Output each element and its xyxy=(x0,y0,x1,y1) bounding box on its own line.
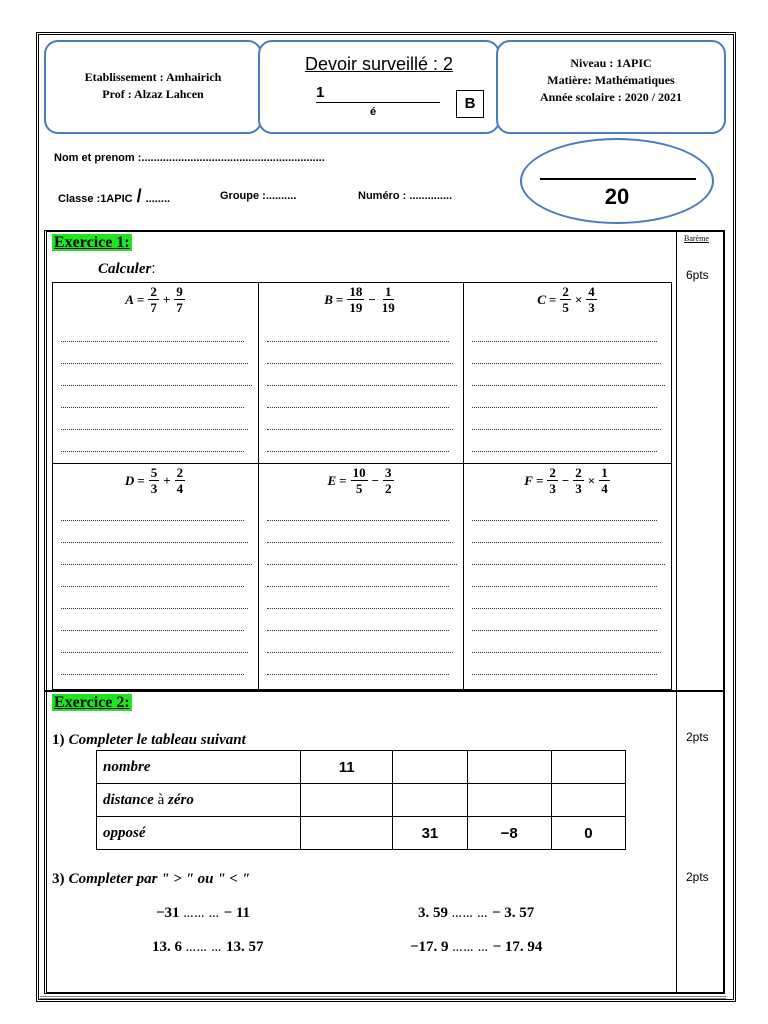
row-label-distance: distance à zéro xyxy=(97,784,301,817)
expr-a: A = $\frac{2}{7}$ + $\frac{9}{7}$ xyxy=(125,284,183,315)
answer-line[interactable] xyxy=(472,385,665,386)
answer-line[interactable] xyxy=(472,407,657,408)
op-c1: × xyxy=(574,291,583,307)
answer-line[interactable] xyxy=(267,385,457,386)
score-ellipse xyxy=(520,138,714,224)
teacher-label: Prof : Alzaz Lahcen xyxy=(102,87,204,101)
distance-table xyxy=(96,750,626,850)
comparison-1[interactable]: −31 …… … − 11 xyxy=(156,905,251,921)
bareme-ex2-q3: 2pts xyxy=(686,870,709,884)
answer-line[interactable] xyxy=(61,341,244,342)
answer-line[interactable] xyxy=(267,564,457,565)
frac-d1: $\frac{5}{3}$ xyxy=(150,465,158,496)
table-cell[interactable] xyxy=(393,751,467,784)
table-cell[interactable]: 11 xyxy=(301,751,393,784)
answer-line[interactable] xyxy=(472,630,657,631)
table-row xyxy=(97,817,626,850)
answer-line[interactable] xyxy=(472,341,657,342)
answer-line[interactable] xyxy=(472,429,661,430)
expr-c: C = $\frac{2}{5}$ × $\frac{4}{3}$ xyxy=(537,284,595,315)
op-a1: + xyxy=(162,291,171,307)
expr-f: F = $\frac{2}{3}$ − $\frac{2}{3}$ × $\frac{1}{4}$ xyxy=(524,465,608,496)
score-max: 20 xyxy=(604,184,630,209)
frac-b2: $\frac{1}{19}$ xyxy=(381,284,395,315)
table-cell[interactable]: 0 xyxy=(551,817,625,850)
class-label: Classe :1APIC xyxy=(58,193,133,205)
q3-text: Completer par " > " ou " < " xyxy=(68,871,250,887)
frac-b1: $\frac{18}{19}$ xyxy=(349,284,363,315)
table-cell[interactable] xyxy=(467,784,551,817)
answer-line[interactable] xyxy=(61,564,252,565)
answer-line[interactable] xyxy=(61,652,248,653)
op-d1: + xyxy=(163,472,171,488)
answer-line[interactable] xyxy=(472,674,657,675)
exercise-separator xyxy=(44,690,723,692)
exercise2-title xyxy=(52,694,132,712)
bareme-header: Barème xyxy=(684,234,709,243)
answer-line[interactable] xyxy=(472,451,657,452)
answer-line[interactable] xyxy=(61,608,248,609)
answer-line[interactable] xyxy=(267,608,453,609)
answer-line[interactable] xyxy=(61,385,252,386)
frac-c1: $\frac{2}{5}$ xyxy=(562,284,569,315)
var-c: C xyxy=(537,291,546,307)
exercise1-grid xyxy=(52,282,672,690)
var-f: F xyxy=(524,472,533,488)
q3-number: 3) xyxy=(52,871,65,887)
answer-line[interactable] xyxy=(267,586,449,587)
cell-b xyxy=(259,283,463,463)
semester-line xyxy=(316,102,440,103)
op-f1: − xyxy=(561,472,570,488)
cell-c xyxy=(464,283,671,463)
exercise1-title xyxy=(52,234,132,252)
op-f2: × xyxy=(587,472,596,488)
answer-line[interactable] xyxy=(267,674,449,675)
title-box xyxy=(258,40,500,134)
answer-line[interactable] xyxy=(267,520,449,521)
level-box xyxy=(496,40,726,134)
level-label: Niveau : 1APIC xyxy=(570,56,652,70)
cell-d xyxy=(53,464,258,689)
table-cell[interactable] xyxy=(551,784,625,817)
school-label: Etablissement : Amhairich xyxy=(84,70,222,84)
answer-line[interactable] xyxy=(267,451,449,452)
answer-line[interactable] xyxy=(61,520,244,521)
op-b1: − xyxy=(368,291,376,307)
answer-line[interactable] xyxy=(472,363,661,364)
answer-line[interactable] xyxy=(472,542,661,543)
expr-d: D = $\frac{5}{3}$ + $\frac{2}{4}$ xyxy=(124,465,184,496)
var-b: B xyxy=(324,291,333,307)
row-label-nombre: nombre xyxy=(97,751,301,784)
school-box xyxy=(44,40,262,134)
comparison-4[interactable]: −17. 9 …… … − 17. 94 xyxy=(410,939,543,955)
frac-c2: $\frac{4}{3}$ xyxy=(588,284,595,315)
expr-b: B = $\frac{18}{19}$ − $\frac{1}{19}$ xyxy=(324,284,395,315)
frac-a2: $\frac{9}{7}$ xyxy=(176,284,183,315)
bareme-ex2-q1: 2pts xyxy=(686,730,709,744)
question-3 xyxy=(52,870,250,888)
answer-line[interactable] xyxy=(267,341,449,342)
answer-line[interactable] xyxy=(61,407,244,408)
table-cell[interactable] xyxy=(301,817,393,850)
answer-line[interactable] xyxy=(61,542,248,543)
version-badge: B xyxy=(456,90,484,118)
question-1 xyxy=(52,731,246,749)
bareme-ex1: 6pts xyxy=(686,268,709,282)
bottom-rule xyxy=(40,996,726,999)
frac-e1: $\frac{10}{5}$ xyxy=(352,465,366,496)
answer-line[interactable] xyxy=(61,429,248,430)
answer-line[interactable] xyxy=(267,630,449,631)
var-d: D xyxy=(124,472,135,488)
answer-line[interactable] xyxy=(472,608,661,609)
table-row xyxy=(97,784,626,817)
answer-line[interactable] xyxy=(61,451,244,452)
row-label-oppose: opposé xyxy=(97,817,301,850)
answer-line[interactable] xyxy=(472,652,661,653)
var-e: E xyxy=(327,472,337,488)
table-cell[interactable] xyxy=(467,751,551,784)
semester-number: 1 xyxy=(316,84,325,101)
answer-line[interactable] xyxy=(267,407,449,408)
group-field[interactable]: Groupe :.......... xyxy=(220,190,297,202)
exam-title: Devoir surveillé : 2 xyxy=(304,54,454,74)
name-field[interactable]: Nom et prenom :............................................................ xyxy=(54,152,325,164)
frac-e2: $\frac{3}{2}$ xyxy=(385,465,392,496)
number-field[interactable]: Numéro : .............. xyxy=(358,190,453,202)
answer-line[interactable] xyxy=(472,586,657,587)
bareme-divider xyxy=(676,230,677,992)
class-dots: ........ xyxy=(145,193,171,205)
instruction-colon: : xyxy=(151,260,156,277)
frac-d2: $\frac{2}{4}$ xyxy=(176,465,184,496)
class-field[interactable] xyxy=(58,186,170,207)
comparison-3[interactable]: 13. 6 …… … 13. 57 xyxy=(152,939,264,955)
instruction-text: Calculer xyxy=(98,261,152,277)
answer-line[interactable] xyxy=(472,564,665,565)
class-slash: / xyxy=(136,186,142,206)
table-cell[interactable]: −8 xyxy=(467,817,551,850)
table-cell[interactable] xyxy=(393,784,467,817)
answer-line[interactable] xyxy=(61,363,248,364)
answer-line[interactable] xyxy=(61,586,244,587)
cell-f xyxy=(464,464,671,689)
answer-line[interactable] xyxy=(61,674,244,675)
exercise2-label: Exercice 2: xyxy=(54,694,130,711)
table-cell[interactable] xyxy=(301,784,393,817)
score-line xyxy=(540,178,696,180)
table-row xyxy=(97,751,626,784)
expr-e: E = $\frac{10}{5}$ − $\frac{3}{2}$ xyxy=(327,465,392,496)
answer-line[interactable] xyxy=(267,652,453,653)
cell-a xyxy=(53,283,258,463)
answer-line[interactable] xyxy=(267,542,453,543)
frac-f3: $\frac{1}{4}$ xyxy=(601,465,608,496)
exercise1-instruction xyxy=(98,260,156,278)
answer-line[interactable] xyxy=(472,520,657,521)
frac-f2: $\frac{2}{3}$ xyxy=(575,465,582,496)
frac-f1: $\frac{2}{3}$ xyxy=(549,465,556,496)
subject-label: Matière: Mathématiques xyxy=(547,73,675,87)
answer-line[interactable] xyxy=(267,429,453,430)
op-e1: − xyxy=(371,472,379,488)
answer-line[interactable] xyxy=(267,363,453,364)
var-a: A xyxy=(125,291,134,307)
table-cell[interactable] xyxy=(551,751,625,784)
exercise1-label: Exercice 1: xyxy=(54,234,130,251)
q1-text: Completer le tableau suivant xyxy=(68,732,246,748)
cell-e xyxy=(259,464,463,689)
comparison-2[interactable]: 3. 59 …… … − 3. 57 xyxy=(418,905,535,921)
q1-number: 1) xyxy=(52,732,65,748)
answer-line[interactable] xyxy=(61,630,244,631)
semester-suffix: é xyxy=(370,106,377,118)
year-label: Année scolaire : 2020 / 2021 xyxy=(539,90,683,104)
table-cell[interactable]: 31 xyxy=(393,817,467,850)
frac-a1: $\frac{2}{7}$ xyxy=(150,284,157,315)
